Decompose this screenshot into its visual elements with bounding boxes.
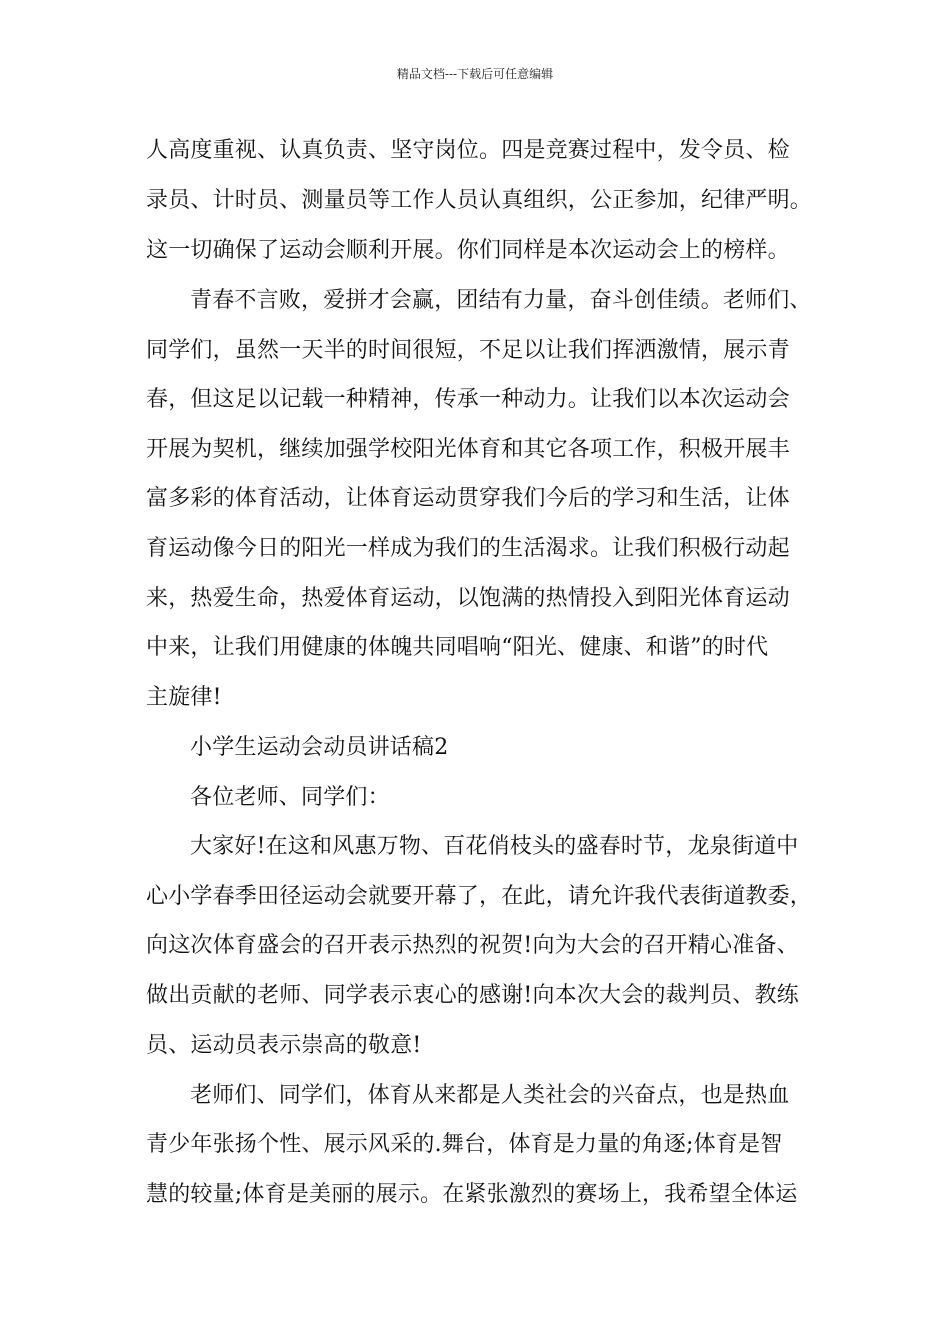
page-header: 精品文档---下载后可任意编辑 — [396, 67, 554, 81]
text-line: 育运动像今日的阳光一样成为我们的生活渴求。让我们积极行动起 — [146, 536, 790, 561]
text-line: 同学们，虽然一天半的时间很短，不足以让我们挥洒激情，展示青 — [146, 338, 790, 363]
text-line: 心小学春季田径运动会就要开幕了，在此，请允许我代表街道教委， — [146, 884, 813, 909]
paragraph-first-line: 大家好!在这和风惠万物、百花俏枝头的盛春时节，龙泉街道中 — [190, 834, 799, 859]
text-line: 青少年张扬个性、展示风采的.舞台，体育是力量的角逐;体育是智 — [146, 1132, 783, 1157]
paragraph-first-line: 老师们、同学们，体育从来都是人类社会的兴奋点，也是热血 — [190, 1083, 790, 1108]
text-line: 录员、计时员、测量员等工作人员认真组织，公正参加，纪律严明。 — [146, 188, 813, 213]
text-line: 做出贡献的老师、同学表示衷心的感谢!向本次大会的裁判员、教练 — [146, 983, 799, 1008]
text-line: 中来，让我们用健康的体魄共同唱响“阳光、健康、和谐”的时代 — [146, 635, 769, 660]
text-line: 开展为契机，继续加强学校阳光体育和其它各项工作，积极开展丰 — [146, 437, 790, 462]
text-line: 主旋律! — [146, 685, 222, 710]
text-line: 来，热爱生命，热爱体育运动，以饱满的热情投入到阳光体育运动 — [146, 586, 790, 611]
text-line: 向这次体育盛会的召开表示热烈的祝贺!向为大会的召开精心准备、 — [146, 933, 799, 958]
text-line: 员、运动员表示崇高的敬意! — [146, 1033, 422, 1058]
salutation: 各位老师、同学们： — [190, 785, 390, 810]
text-line: 富多彩的体育活动，让体育运动贯穿我们今后的学习和生活，让体 — [146, 486, 790, 511]
text-line: 人高度重视、认真负责、坚守岗位。四是竞赛过程中，发令员、检 — [146, 138, 790, 163]
section-title: 小学生运动会动员讲话稿2 — [190, 735, 449, 760]
text-line: 慧的较量;体育是美丽的展示。在紧张激烈的赛场上，我希望全体运 — [146, 1182, 798, 1207]
text-line: 这一切确保了运动会顺利开展。你们同样是本次运动会上的榜样。 — [146, 238, 790, 263]
text-line: 春，但这足以记载一种精神，传承一种动力。让我们以本次运动会 — [146, 387, 790, 412]
paragraph-first-line: 青春不言败，爱拼才会赢，团结有力量，奋斗创佳绩。老师们、 — [190, 288, 812, 313]
